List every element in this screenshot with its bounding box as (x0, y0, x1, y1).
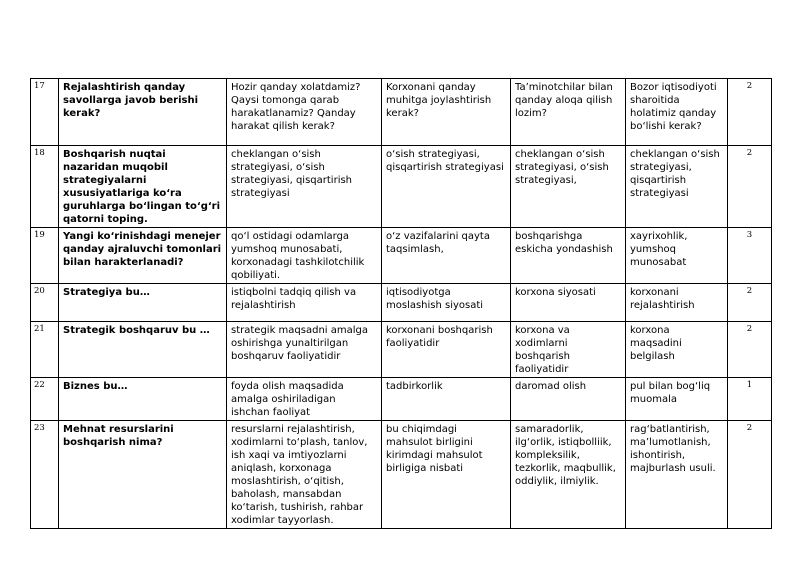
question-text: Boshqarish nuqtai nazaridan muqobil strategiyalarni xususiyatlariga ko‘ra guruhlarga bo‘lingan to‘g‘ri qatorni toping. (59, 146, 227, 228)
answer-option-3: korxona va xodimlarni boshqarish faoliyatidir (511, 322, 626, 378)
score-value: 2 (728, 146, 772, 228)
table-row (31, 79, 772, 146)
question-number: 17 (31, 79, 59, 146)
answer-option-2: bu chiqimdagi mahsulot birligini kirimdagi mahsulot birligiga nisbati (382, 421, 511, 529)
question-text: Strategiya bu… (59, 284, 227, 322)
answer-option-2: Korxonani qanday muhitga joylashtirish kerak? (382, 79, 511, 146)
score-value: 2 (728, 79, 772, 146)
answer-option-3: cheklangan o‘sish strategiyasi, o‘sish strategiyasi, (511, 146, 626, 228)
question-text: Yangi ko‘rinishdagi menejer qanday ajraluvchi tomonlari bilan harakterlanadi? (59, 228, 227, 284)
answer-option-1: qo‘l ostidagi odamlarga yumshoq munosabati, korxonadagi tashkilotchilik qobiliyati. (227, 228, 382, 284)
answer-option-4: rag‘batlantirish, ma’lumotlanish, ishontirish, majburlash usuli. (626, 421, 728, 529)
answer-option-1: resurslarni rejalashtirish, xodimlarni to‘plash, tanlov, ish xaqi va imtiyozlarni aniqlash, korxonaga moslashtirish, o‘qitish, baholash, mansabdan ko‘tarish, tushirish, rahbar xodimlar tayyorlash. (227, 421, 382, 529)
answer-option-4: korxonani rejalashtirish (626, 284, 728, 322)
answer-option-2: o‘sish strategiyasi, qisqartirish strategiyasi (382, 146, 511, 228)
answer-option-3: daromad olish (511, 378, 626, 421)
question-text: Mehnat resurslarini boshqarish nima? (59, 421, 227, 529)
score-value: 2 (728, 284, 772, 322)
question-number: 23 (31, 421, 59, 529)
table-row (31, 421, 772, 529)
table-row (31, 284, 772, 322)
answer-option-1: Hozir qanday xolatdamiz? Qaysi tomonga qarab harakatlanamiz? Qanday harakat qilish kerak? (227, 79, 382, 146)
question-text: Biznes bu… (59, 378, 227, 421)
answer-option-2: korxonani boshqarish faoliyatidir (382, 322, 511, 378)
answer-option-2: tadbirkorlik (382, 378, 511, 421)
answer-option-4: pul bilan bog‘liq muomala (626, 378, 728, 421)
question-number: 22 (31, 378, 59, 421)
table-row (31, 378, 772, 421)
answer-option-3: korxona siyosati (511, 284, 626, 322)
answer-option-4: korxona maqsadini belgilash (626, 322, 728, 378)
answer-option-1: strategik maqsadni amalga oshirishga yunaltirilgan boshqaruv faoliyatidir (227, 322, 382, 378)
table-row (31, 322, 772, 378)
score-value: 3 (728, 228, 772, 284)
score-value: 2 (728, 322, 772, 378)
score-value: 2 (728, 421, 772, 529)
answer-option-2: o‘z vazifalarini qayta taqsimlash, (382, 228, 511, 284)
table-row (31, 228, 772, 284)
answer-option-3: samaradorlik, ilg‘orlik, istiqbolliik, kompleksilik, tezkorlik, maqbullik, oddiylik, ilmiylik. (511, 421, 626, 529)
question-number: 20 (31, 284, 59, 322)
score-value: 1 (728, 378, 772, 421)
answer-option-1: istiqbolni tadqiq qilish va rejalashtirish (227, 284, 382, 322)
answer-option-1: foyda olish maqsadida amalga oshiriladigan ishchan faoliyat (227, 378, 382, 421)
answer-option-1: cheklangan o‘sish strategiyasi, o‘sish strategiyasi, qisqartirish strategiyasi (227, 146, 382, 228)
answer-option-4: xayrixohlik, yumshoq munosabat (626, 228, 728, 284)
answer-option-3: Ta’minotchilar bilan qanday aloqa qilish lozim? (511, 79, 626, 146)
question-text: Strategik boshqaruv bu … (59, 322, 227, 378)
question-number: 18 (31, 146, 59, 228)
answer-option-3: boshqarishga eskicha yondashish (511, 228, 626, 284)
answer-option-4: Bozor iqtisodiyoti sharoitida holatimiz qanday bo‘lishi kerak? (626, 79, 728, 146)
question-number: 21 (31, 322, 59, 378)
answer-option-4: cheklangan o‘sish strategiyasi, qisqartirish strategiyasi (626, 146, 728, 228)
answer-option-2: iqtisodiyotga moslashish siyosati (382, 284, 511, 322)
test-questions-table (30, 78, 772, 529)
question-text: Rejalashtirish qanday savollarga javob berishi kerak? (59, 79, 227, 146)
table-row (31, 146, 772, 228)
question-number: 19 (31, 228, 59, 284)
